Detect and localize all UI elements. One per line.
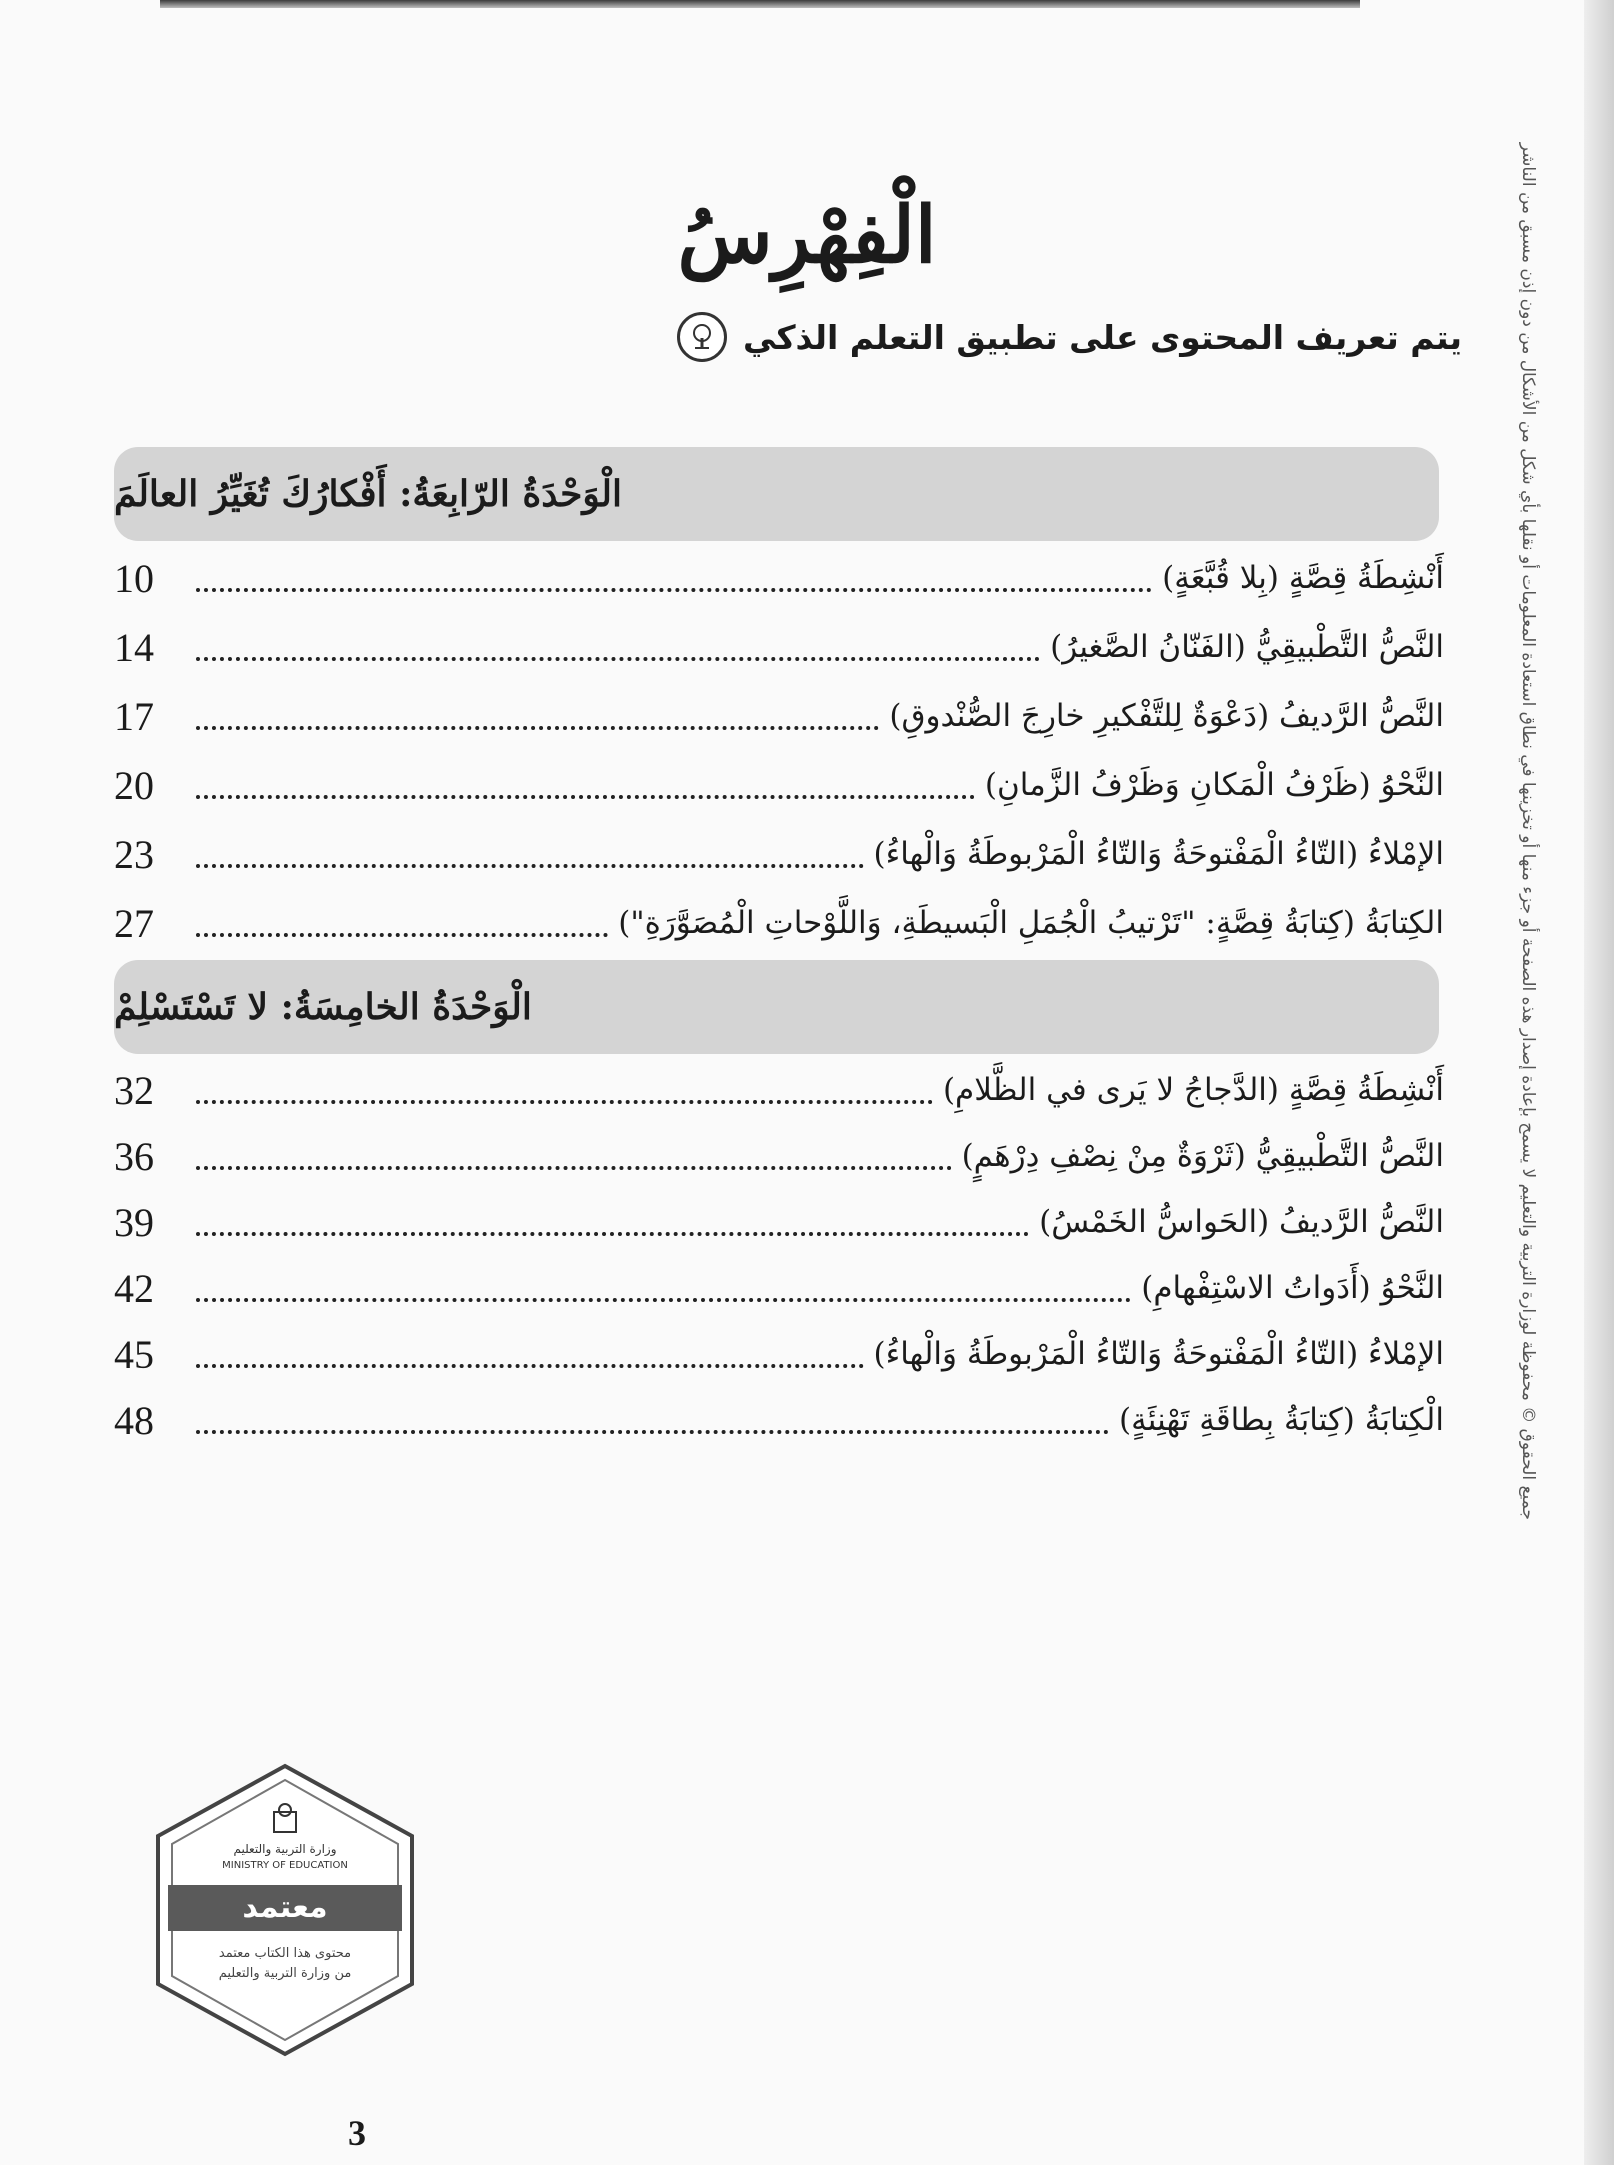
seal-note-line-2: من وزارة التربية والتعليم <box>218 1966 352 1981</box>
toc-entry[interactable] <box>114 1190 1444 1254</box>
dot-leader <box>196 864 864 868</box>
toc-page-number: 20 <box>114 762 154 808</box>
toc-entry-title: أَنْشِطَةُ قِصَّةٍ (بِلا قُبَّعَةٍ) <box>1162 560 1444 596</box>
page-title: الْفِهْرِسُ <box>677 190 937 281</box>
smart-learning-note <box>677 312 1462 362</box>
toc-entry[interactable] <box>114 546 1444 610</box>
scan-right-shadow <box>1584 0 1614 2165</box>
tree-logo-icon <box>677 312 727 362</box>
dot-leader <box>196 1430 1109 1434</box>
toc-entry-title: النَّحْوُ (ظَرْفُ الْمَكانِ وَظَرْفُ الزَّمانِ) <box>984 767 1444 803</box>
seal-note-line-1: محتوى هذا الكتاب معتمد <box>218 1946 352 1961</box>
toc-entry-title: الكِتابَةُ (كِتابَةُ قِصَّةٍ: "تَرْتيبُ الْجُمَلِ الْبَسيطَةِ، وَاللَّوْحاتِ الْمُصَوَّرَةِ") <box>618 905 1444 941</box>
toc-page-number: 36 <box>114 1133 154 1179</box>
toc-entry-title: الإمْلاءُ (التّاءُ الْمَفْتوحَةُ وَالتّاءُ الْمَرْبوطَةُ وَالْهاءُ) <box>873 836 1444 872</box>
page-number: 3 <box>348 2113 366 2153</box>
unit-header-5 <box>114 960 1439 1054</box>
toc-entry[interactable] <box>114 1322 1444 1386</box>
seal-approved-label: معتمد <box>242 1890 328 1925</box>
unit-5-title: الْوَحْدَةُ الخامِسَةُ: لا تَسْتَسْلِمْ <box>114 986 532 1028</box>
toc-page-number: 48 <box>114 1397 154 1443</box>
toc-entry[interactable] <box>114 1256 1444 1320</box>
dot-leader <box>196 588 1152 592</box>
toc-entry[interactable] <box>114 822 1444 886</box>
dot-leader <box>196 1100 933 1104</box>
unit-4-title: الْوَحْدَةُ الرّابِعَةُ: أَفْكارُكَ تُغَيِّرُ العالَمَ <box>114 473 622 515</box>
toc-entry-title: الإمْلاءُ (التّاءُ الْمَفْتوحَةُ وَالتّاءُ الْمَرْبوطَةُ وَالْهاءُ) <box>873 1336 1444 1372</box>
toc-entry[interactable] <box>114 753 1444 817</box>
toc-entry[interactable] <box>114 1058 1444 1122</box>
dot-leader <box>196 1232 1029 1236</box>
toc-page-number: 32 <box>114 1067 154 1113</box>
toc-page-number: 27 <box>114 900 154 946</box>
toc-entry-title: النَّصُّ الرَّديفُ (الحَواسُّ الخَمْسُ) <box>1039 1204 1444 1240</box>
toc-page-number: 45 <box>114 1331 154 1377</box>
dot-leader <box>196 1364 864 1368</box>
scan-top-edge <box>160 0 1360 8</box>
toc-entry-title: أَنْشِطَةُ قِصَّةٍ (الدَّجاجُ لا يَرى في الظَّلامِ) <box>942 1072 1444 1108</box>
unit-header-4 <box>114 447 1439 541</box>
dot-leader <box>196 657 1040 661</box>
copyright-side-notice: جميع الحقوق © محفوظة لوزارة التربية والتعليم لا يسمح بإعادة إصدار هذه الصفحة أو جزء منها أو تخزينها في نطاق استعادة المعلومات أو نقلها بأي شكل من الأشكال من دون إذن مسبق من الناشر <box>1518 142 1538 1520</box>
toc-entry-title: النَّحْوُ (أَدَواتُ الاسْتِفْهامِ) <box>1141 1270 1444 1306</box>
toc-entry-title: الْكِتابَةُ (كِتابَةُ بِطاقَةِ تَهْنِئَةٍ) <box>1119 1402 1444 1438</box>
dot-leader <box>196 726 879 730</box>
toc-entry[interactable] <box>114 891 1444 955</box>
toc-entry-title: النَّصُّ التَّطْبيقِيُّ (الفَنّانُ الصَّغيرُ) <box>1050 629 1444 665</box>
toc-page-number: 10 <box>114 555 154 601</box>
approval-seal <box>150 1760 420 2060</box>
toc-entry[interactable] <box>114 615 1444 679</box>
smart-learning-text: يتم تعريف المحتوى على تطبيق التعلم الذكي <box>742 317 1462 357</box>
toc-entry[interactable] <box>114 1124 1444 1188</box>
dot-leader <box>196 795 975 799</box>
toc-page-number: 14 <box>114 624 154 670</box>
toc-entry[interactable] <box>114 1388 1444 1452</box>
seal-ministry-en: MINISTRY OF EDUCATION <box>222 1860 348 1871</box>
toc-page-number: 23 <box>114 831 154 877</box>
dot-leader <box>196 933 608 937</box>
toc-entry-title: النَّصُّ التَّطْبيقِيُّ (ثَرْوَةٌ مِنْ نِصْفِ دِرْهَمٍ) <box>961 1138 1444 1174</box>
toc-entry[interactable] <box>114 684 1444 748</box>
dot-leader <box>196 1166 952 1170</box>
toc-page-number: 42 <box>114 1265 154 1311</box>
toc-entry-title: النَّصُّ الرَّديفُ (دَعْوَةٌ لِلتَّفْكيرِ خارِجَ الصُّنْدوقِ) <box>889 698 1444 734</box>
toc-page-number: 17 <box>114 693 154 739</box>
dot-leader <box>196 1298 1131 1302</box>
toc-page-number: 39 <box>114 1199 154 1245</box>
seal-ministry-ar: وزارة التربية والتعليم <box>233 1842 337 1856</box>
